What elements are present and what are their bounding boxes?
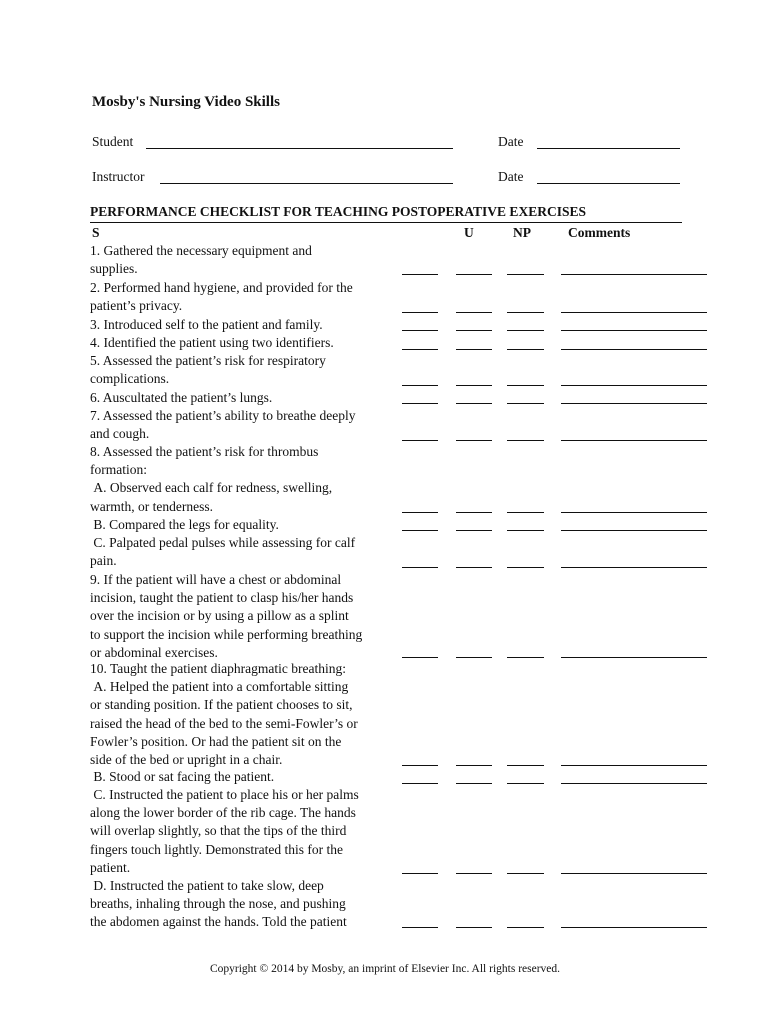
u-check-line[interactable] (456, 567, 492, 568)
np-check-line[interactable] (507, 403, 544, 404)
u-check-line[interactable] (456, 403, 492, 404)
np-check-line[interactable] (507, 385, 544, 386)
student-date-field[interactable] (537, 148, 680, 149)
comments-line[interactable] (561, 440, 707, 441)
column-header-u: U (464, 225, 474, 240)
comments-line[interactable] (561, 765, 707, 766)
comments-line[interactable] (561, 657, 707, 658)
instructor-label: Instructor (92, 169, 145, 184)
comments-line[interactable] (561, 349, 707, 350)
checklist-item-text: 1. Gathered the necessary equipment and supplies. (90, 243, 312, 277)
s-check-line[interactable] (402, 873, 438, 874)
u-check-line[interactable] (456, 657, 492, 658)
u-check-line[interactable] (456, 927, 492, 928)
comments-line[interactable] (561, 403, 707, 404)
comments-line[interactable] (561, 567, 707, 568)
checklist-heading: PERFORMANCE CHECKLIST FOR TEACHING POSTOPERATIVE EXERCISES (90, 204, 586, 219)
checklist-item-answer-lines (0, 873, 770, 874)
s-check-line[interactable] (402, 274, 438, 275)
s-check-line[interactable] (402, 385, 438, 386)
student-label: Student (92, 134, 134, 149)
checklist-item-text: 7. Assessed the patient’s ability to breathe deeply and cough. (90, 408, 356, 442)
checklist-item-answer-lines (0, 783, 770, 784)
checklist-item-text: 6. Auscultated the patient’s lungs. (90, 390, 273, 405)
document-title: Mosby's Nursing Video Skills (92, 94, 280, 110)
checklist-item-text: B. Compared the legs for equality. (90, 517, 279, 532)
np-check-line[interactable] (507, 349, 544, 350)
checklist-item-answer-lines (0, 330, 770, 331)
copyright-notice: Copyright © 2014 by Mosby, an imprint of Elsevier Inc. All rights reserved. (209, 963, 561, 975)
np-check-line[interactable] (507, 765, 544, 766)
comments-line[interactable] (561, 530, 707, 531)
checklist-item-answer-lines (0, 440, 770, 441)
u-check-line[interactable] (456, 530, 492, 531)
checklist-item-answer-lines (0, 512, 770, 513)
comments-line[interactable] (561, 312, 707, 313)
comments-line[interactable] (561, 385, 707, 386)
checklist-item-answer-lines (0, 567, 770, 568)
s-check-line[interactable] (402, 927, 438, 928)
comments-line[interactable] (561, 512, 707, 513)
s-check-line[interactable] (402, 765, 438, 766)
checklist-item-answer-lines (0, 403, 770, 404)
s-check-line[interactable] (402, 403, 438, 404)
np-check-line[interactable] (507, 512, 544, 513)
checklist-item-answer-lines (0, 349, 770, 350)
np-check-line[interactable] (507, 783, 544, 784)
checklist-item-text: B. Stood or sat facing the patient. (90, 769, 275, 784)
checklist-item-text: C. Instructed the patient to place his or her palms along the lower border of the rib cage. The hands will overlap slightly, so that the tips of the third fingers touch lightly. Demonstrated this for the patient. (90, 787, 359, 875)
checklist-item-text: 2. Performed hand hygiene, and provided for the patient’s privacy. (90, 280, 353, 314)
s-check-line[interactable] (402, 512, 438, 513)
s-check-line[interactable] (402, 330, 438, 331)
checklist-item-text: 10. Taught the patient diaphragmatic breathing: A. Helped the patient into a comfortable sitting or standing position. If the patient chooses to sit, raised the head of the bed to the semi-Fowler’s or Fowler’s position. Or had the patient sit on the side of the bed or upright in a chair. (90, 661, 358, 768)
checklist-item-text: 4. Identified the patient using two identifiers. (90, 335, 334, 350)
checklist-item-answer-lines (0, 312, 770, 313)
u-check-line[interactable] (456, 330, 492, 331)
s-check-line[interactable] (402, 530, 438, 531)
instructor-date-label: Date (498, 169, 524, 184)
s-check-line[interactable] (402, 349, 438, 350)
column-header-np: NP (513, 225, 531, 240)
u-check-line[interactable] (456, 349, 492, 350)
s-check-line[interactable] (402, 312, 438, 313)
s-check-line[interactable] (402, 657, 438, 658)
np-check-line[interactable] (507, 440, 544, 441)
u-check-line[interactable] (456, 512, 492, 513)
checklist-item-answer-lines (0, 530, 770, 531)
u-check-line[interactable] (456, 274, 492, 275)
instructor-name-field[interactable] (160, 183, 453, 184)
checklist-item-answer-lines (0, 765, 770, 766)
s-check-line[interactable] (402, 567, 438, 568)
u-check-line[interactable] (456, 765, 492, 766)
checklist-item-text: 9. If the patient will have a chest or abdominal incision, taught the patient to clasp his/her hands over the incision or by using a pillow as a splint to support the incision while performing breathing or abdominal exercises. (90, 572, 363, 660)
np-check-line[interactable] (507, 927, 544, 928)
np-check-line[interactable] (507, 274, 544, 275)
np-check-line[interactable] (507, 873, 544, 874)
u-check-line[interactable] (456, 783, 492, 784)
checklist-item-answer-lines (0, 385, 770, 386)
checklist-item-text: D. Instructed the patient to take slow, deep breaths, inhaling through the nose, and pushing the abdomen against the hands. Told the patient (90, 878, 347, 930)
u-check-line[interactable] (456, 385, 492, 386)
comments-line[interactable] (561, 274, 707, 275)
heading-divider (90, 222, 682, 223)
np-check-line[interactable] (507, 330, 544, 331)
checklist-item-text: 5. Assessed the patient’s risk for respiratory complications. (90, 353, 326, 387)
comments-line[interactable] (561, 783, 707, 784)
checklist-item-answer-lines (0, 274, 770, 275)
comments-line[interactable] (561, 873, 707, 874)
np-check-line[interactable] (507, 312, 544, 313)
s-check-line[interactable] (402, 783, 438, 784)
np-check-line[interactable] (507, 530, 544, 531)
student-date-label: Date (498, 134, 524, 149)
comments-line[interactable] (561, 927, 707, 928)
np-check-line[interactable] (507, 567, 544, 568)
np-check-line[interactable] (507, 657, 544, 658)
comments-line[interactable] (561, 330, 707, 331)
column-header-comments: Comments (568, 225, 631, 240)
checklist-item-text: C. Palpated pedal pulses while assessing for calf pain. (90, 535, 356, 569)
u-check-line[interactable] (456, 440, 492, 441)
checklist-item-text: 3. Introduced self to the patient and family. (90, 317, 323, 332)
checklist-item-text: 8. Assessed the patient’s risk for thrombus formation: A. Observed each calf for redness, swelling, warmth, or tenderness. (90, 444, 333, 514)
u-check-line[interactable] (456, 312, 492, 313)
student-name-field[interactable] (146, 148, 453, 149)
u-check-line[interactable] (456, 873, 492, 874)
s-check-line[interactable] (402, 440, 438, 441)
instructor-date-field[interactable] (537, 183, 680, 184)
checklist-item-answer-lines (0, 927, 770, 928)
column-header-s: S (92, 225, 100, 240)
checklist-item-answer-lines (0, 657, 770, 658)
